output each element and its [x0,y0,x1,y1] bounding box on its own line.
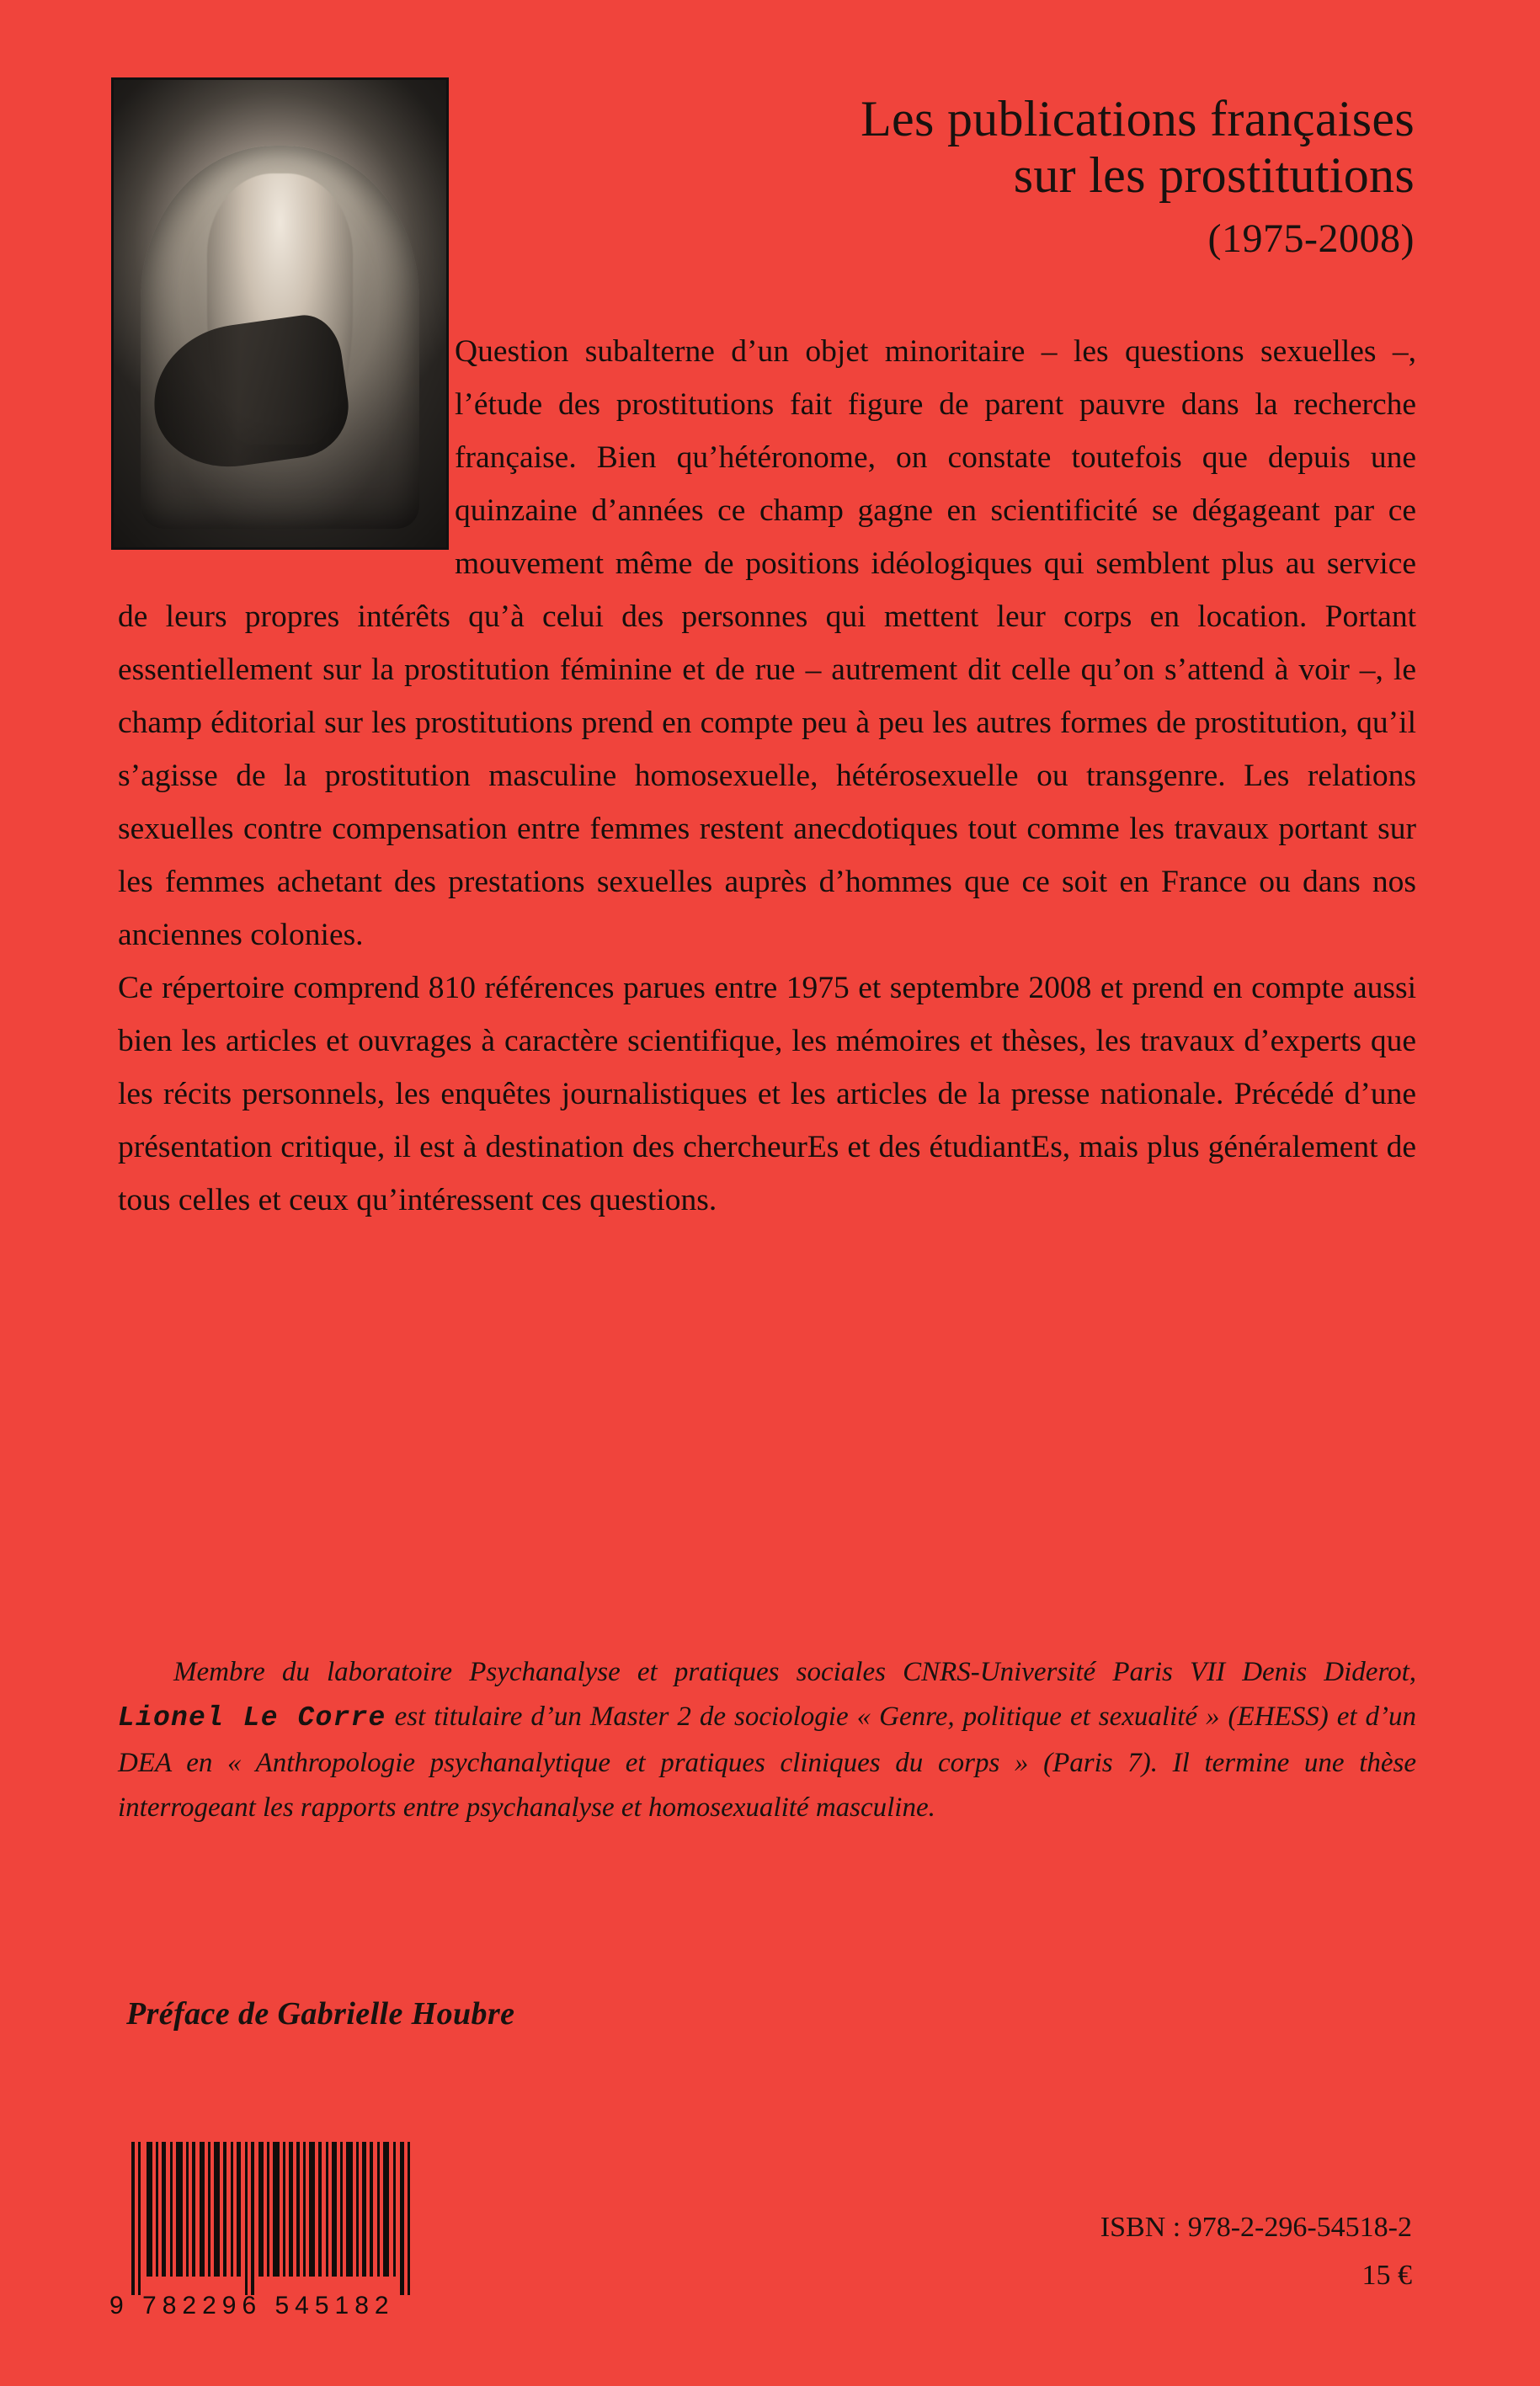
blurb-paragraph-1: Question subalterne d’un objet minoritaire – les questions sexuelles –, l’étude des prostitutions fait figure de parent pauvre dans la recherche française. Bien qu’hétéronome, on constate toutefois que depuis une quinzaine d’années ce champ gagne en scientificité se dégageant par ce mouvement même de positions idéologiques qui semblent plus au service de leurs propres intérêts qu’à celui des personnes qui mettent leur corps en location. Portant essentiellement sur la prostitution féminine et de rue – autrement dit celle qu’on s’attend à voir –, le champ éditorial sur les prostitutions prend en compte peu à peu les autres formes de prostitution, qu’il s’agisse de la prostitution masculine homosexuelle, hétérosexuelle ou transgenre. Les relations sexuelles contre compensation entre femmes restent anecdotiques tout comme les travaux portant sur les femmes achetant des prestations sexuelles auprès d’hommes que ce soit en France ou dans nos anciennes colonies. [118,334,1416,952]
bio-text-part-2: est titulaire d’un Master 2 de sociologie « Genre, politique et sexualité » (EHESS) et d’un DEA en « Anthropologie psychanalytique et pratiques cliniques du corps » (Paris 7). Il termine une thèse interrogeant les rapports entre psychanalyse et homosexualité masculine. [118,1702,1416,1824]
isbn-price-block [1100,2206,1412,2297]
blurb-paragraph-2: Ce répertoire comprend 810 références parues entre 1975 et septembre 2008 et prend en compte aussi bien les articles et ouvrages à caractère scientifique, les mémoires et thèses, les travaux d’experts que les récits personnels, les enquêtes journalistiques et les articles de la presse nationale. Précédé d’une présentation critique, il est à destination des chercheurEs et des étudiantEs, mais plus généralement de tous celles et ceux qu’intéressent ces questions. [118,971,1416,1217]
barcode-digits: 9 782296 545182 [109,2292,395,2319]
photo-text-spacer [118,325,455,546]
barcode [126,2138,429,2298]
book-title [497,91,1415,262]
back-cover-blurb [118,325,1416,1227]
isbn-text: ISBN : 978-2-296-54518-2 [1100,2212,1412,2243]
title-year-range: (1975-2008) [1207,216,1415,262]
price-text: 15 € [1361,2260,1412,2291]
barcode-bars [126,2138,429,2298]
author-name: Lionel Le Corre [118,1702,386,1734]
title-line-2: sur les prostitutions [1013,147,1415,204]
preface-credit: Préface de Gabrielle Houbre [126,1996,515,2032]
bio-text-part-1: Membre du laboratoire Psychanalyse et pratiques sociales CNRS-Université Paris VII Denis Diderot, [173,1657,1416,1687]
title-line-1: Les publications françaises [861,91,1415,146]
author-biography [118,1650,1416,1831]
